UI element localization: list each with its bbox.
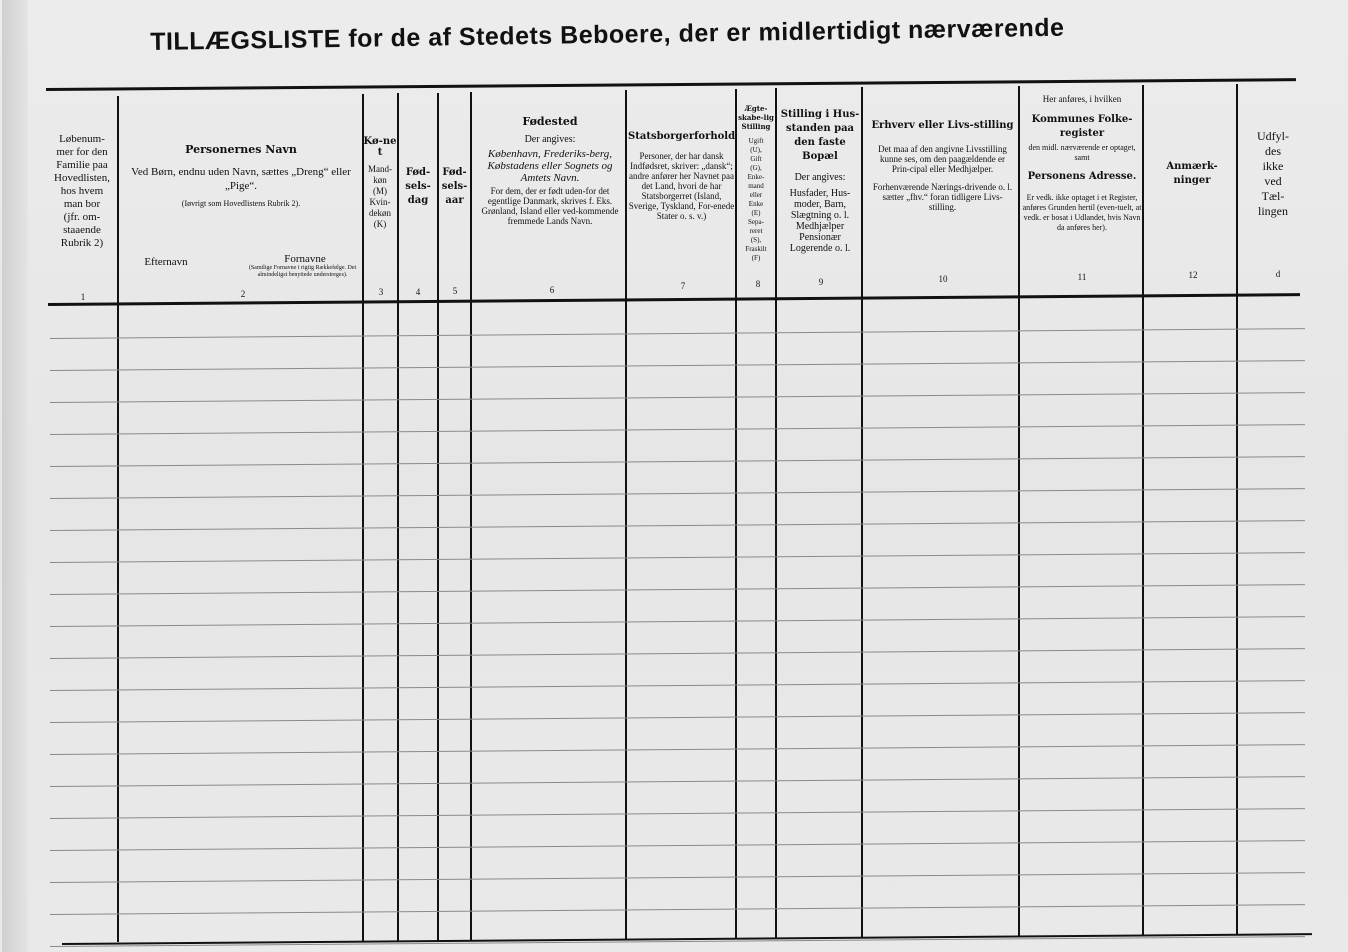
col8-line: Fraskilt	[745, 245, 767, 253]
col8-line: Gift	[750, 155, 762, 163]
col12-header	[1150, 160, 1234, 188]
column-divider	[861, 87, 863, 937]
col7-header	[628, 131, 735, 221]
col8-line: (F)	[751, 254, 761, 262]
col7-text: Personer, der har dansk Indfødsret, skriver: „dansk“; andre anfører her Navnet paa det Land, hvori de har Statsborgerret (Island, Sverige, Tyskland, For-enede Stater o. s. v.)	[628, 151, 735, 221]
col8-line: Enke	[748, 200, 764, 208]
row-line	[50, 648, 1305, 659]
col6-header	[476, 116, 624, 226]
col3-line: køn	[373, 175, 387, 185]
row-line	[50, 520, 1305, 531]
row-line	[50, 744, 1305, 755]
col7-heading: Statsborgerforhold	[628, 131, 736, 142]
col8-line: (U),	[750, 146, 762, 154]
column-divider	[775, 88, 777, 938]
row-line	[50, 456, 1305, 467]
col8-line: (S),	[750, 236, 762, 244]
cold-line: ikke	[1262, 159, 1284, 173]
col8-header	[737, 104, 775, 263]
col-number: 10	[938, 274, 948, 284]
col12-heading: Anmærk-ninger	[1166, 161, 1218, 186]
col6-text: Der angives:	[524, 134, 576, 145]
cold-line: Tæl-	[1261, 189, 1285, 203]
col2-forename-note: (Samtlige Fornavne i rigtig Rækkefølge. Det almindeligst benyttede understreges).	[248, 265, 357, 278]
col8-line: (G),	[750, 164, 762, 172]
row-line	[50, 616, 1305, 627]
col10-text: Det maa af den angivne Livsstilling kunne ses, om den paagældende er Prin-cipal eller Medhjælper.	[878, 144, 1007, 174]
row-line	[50, 776, 1305, 787]
col-number: 6	[549, 285, 555, 295]
col11-text2: Er vedk. ikke optaget i et Register, anføres Grunden hertil (even-tuelt, at vedk. er bosat i Udlandet, hvis Navn da anføres her).	[1022, 193, 1142, 232]
col3-line: dekøn	[369, 208, 391, 218]
col-number: 3	[378, 287, 384, 297]
col1-line: staaende	[63, 224, 101, 236]
col1-line: Rubrik 2)	[60, 237, 104, 249]
col8-line: Sepa-	[748, 218, 764, 226]
col4-heading: Fød-sels-dag	[405, 167, 431, 206]
col1-line: mer for den	[56, 146, 108, 158]
scan-edge	[2, 0, 28, 952]
col6-italic: København, Frederiks-berg, Købstadens eller Sognets og Amtets Navn.	[487, 148, 613, 184]
cold-line: des	[1265, 144, 1281, 158]
col2-text: Ved Børn, endnu uden Navn, sættes „Dreng“ eller „Pige“.	[131, 166, 351, 192]
col1-line: man bor	[63, 198, 101, 210]
col-number: 2	[240, 289, 246, 299]
col11-text: den midl. nærværende er optaget, samt	[1028, 143, 1136, 162]
col-number: 7	[680, 281, 686, 291]
row-line	[50, 424, 1305, 435]
col-number: 1	[80, 292, 86, 302]
row-line	[50, 488, 1305, 499]
col10-header	[870, 118, 1015, 212]
row-line	[50, 392, 1305, 403]
col-number: 9	[818, 277, 824, 287]
row-line	[50, 904, 1305, 915]
cold-line: lingen	[1258, 204, 1288, 218]
col1-line: Familie paa	[56, 159, 108, 171]
col8-line: Enke-	[747, 173, 765, 181]
column-divider	[437, 93, 439, 941]
col8-line: mand	[748, 182, 764, 190]
col4-header	[399, 166, 437, 208]
col2-surname-label: Efternavn	[144, 256, 188, 268]
col10-heading: Erhverv eller Livs-stilling	[871, 120, 1014, 131]
col9-text: Der angives:	[794, 172, 846, 183]
column-divider	[1236, 84, 1238, 934]
col3-heading: Kø-net	[363, 136, 397, 158]
col11-top: Her anføres, i hvilken	[1042, 94, 1122, 104]
col3-line: Kvin-	[369, 197, 391, 207]
col2-heading: Personernes Navn	[185, 143, 297, 156]
col-number: d	[1275, 269, 1281, 279]
col3-line: (M)	[373, 186, 387, 196]
col3-header	[363, 136, 397, 230]
col-number: 5	[452, 286, 458, 296]
col9-heading: Stilling i Hus-standen paa den faste Bopæl	[780, 109, 860, 162]
row-line	[50, 584, 1305, 595]
row-line	[50, 872, 1305, 883]
col-number: 12	[1188, 270, 1198, 280]
row-line	[50, 328, 1305, 339]
col-number: 4	[415, 287, 421, 297]
col-number: 8	[755, 279, 761, 289]
column-divider	[470, 92, 472, 940]
col2-note: (Iøvrigt som Hovedlistens Rubrik 2).	[181, 199, 301, 208]
row-line	[50, 840, 1305, 851]
col-number: 11	[1077, 272, 1087, 282]
bottom-rule	[62, 933, 1312, 945]
col8-line: Ugift	[748, 137, 764, 145]
row-line	[50, 712, 1305, 723]
column-divider	[397, 93, 399, 941]
col10-text2: Forhenværende Nærings-drivende o. l. sætter „fhv.“ foran tidligere Livs-stilling.	[872, 182, 1013, 212]
row-line	[50, 360, 1305, 371]
col1-header	[46, 133, 118, 250]
col2-header	[125, 143, 357, 208]
cold-line: Udfyl-	[1257, 129, 1289, 143]
col11-heading: Kommunes Folke-register	[1031, 114, 1133, 139]
col3-line: Mand-	[368, 164, 392, 174]
top-rule	[46, 78, 1296, 91]
col1-line: (jfr. om-	[63, 211, 101, 223]
col8-line: (E)	[751, 209, 761, 217]
col1-line: hos hvem	[60, 185, 104, 197]
col9-header	[779, 108, 861, 254]
col8-heading: Ægte-skabe-lig Stilling	[738, 104, 774, 131]
column-divider	[1018, 86, 1020, 936]
col11-header	[1022, 93, 1142, 233]
col2-forename-label: Fornavne	[284, 253, 326, 265]
col1-line: Hovedlisten,	[54, 172, 110, 184]
col6-text2: For dem, der er født uden-for det egentlige Danmark, skrives f. Eks. Grønland, Island eller ved-kommende fremmede Lands Navn.	[481, 186, 619, 226]
col5-heading: Fød-sels-aar	[441, 167, 468, 206]
row-line	[50, 808, 1305, 819]
cold-line: ved	[1264, 174, 1282, 188]
col6-heading: Fødested	[522, 115, 578, 128]
col5-header	[439, 166, 470, 208]
col3-line: (K)	[373, 219, 387, 229]
col1-line: Løbenum-	[59, 133, 105, 145]
column-divider	[1142, 85, 1144, 935]
cold-header	[1242, 129, 1304, 219]
form-title: TILLÆGSLISTE for de af Stedets Beboere, der er midlertidigt nærværende	[150, 13, 1065, 56]
col9-text2: Husfader, Hus-moder, Barn, Slægtning o. l. Medhjælper Pensionær Logerende o. l.	[789, 188, 851, 254]
col8-line: reret	[749, 227, 763, 235]
row-line	[50, 680, 1305, 691]
col11-heading2: Personens Adresse.	[1027, 171, 1137, 182]
row-line	[50, 552, 1305, 563]
col8-line: eller	[749, 191, 763, 199]
